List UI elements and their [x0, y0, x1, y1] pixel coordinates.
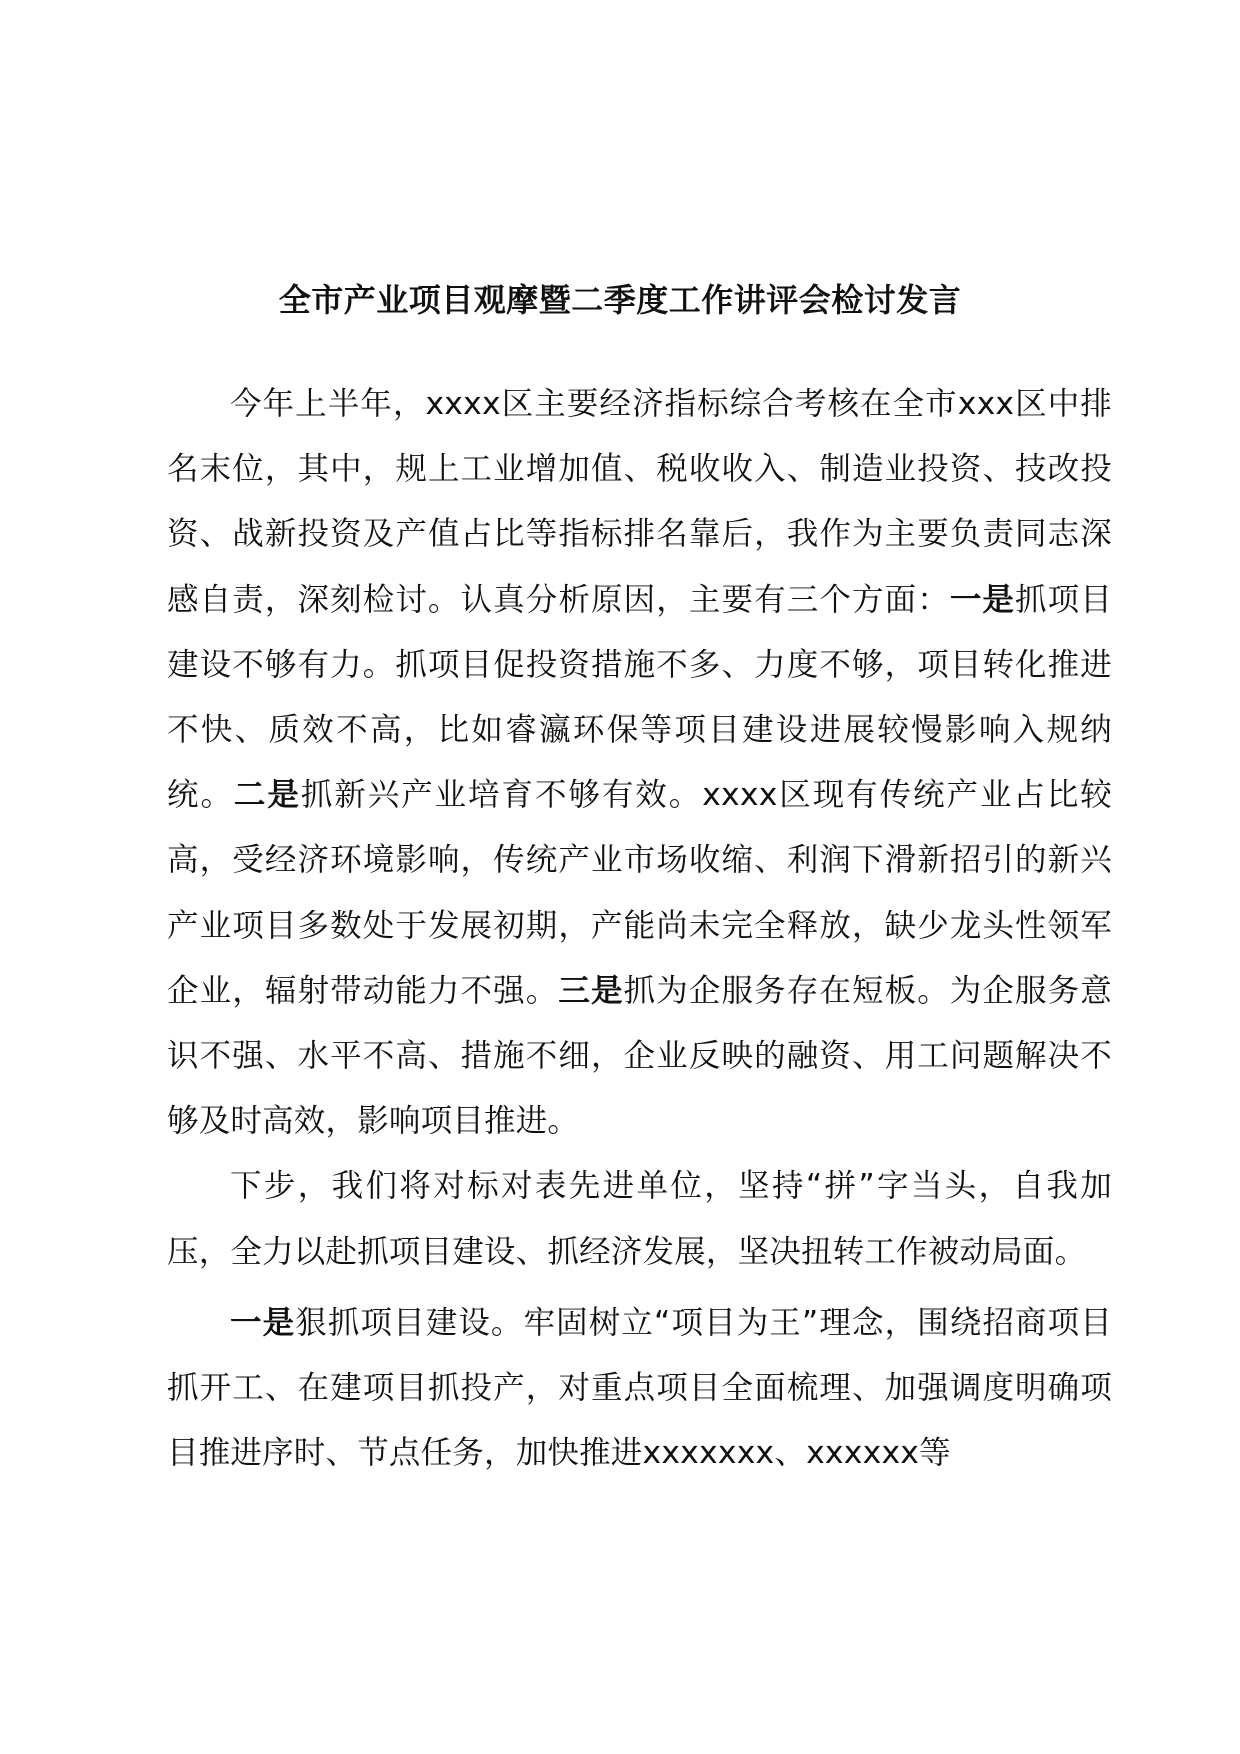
paragraph-1-emphasis-1: 一是 — [949, 581, 1016, 618]
paragraph-3-text-1: 狠抓项目建设。牢固树立“项目为王”理念，围绕招商项目抓开工、在建项目抓投产，对重点项目全面梳理、加强调度明确项目推进序时、节点任务，加快推进xxxxxxx、xxxxxx等 — [167, 1304, 1112, 1472]
paragraph-2 — [167, 1154, 1112, 1284]
paragraph-1-text-1: 今年上半年，xxxx区主要经济指标综合考核在全市xxx区中排名末位，其中，规上工业增加值、税收收入、制造业投资、技改投资、战新投资及产值占比等指标排名靠后，我作为主要负责同志深感自责，深刻检讨。认真分析原因，主要有三个方面： — [167, 386, 1112, 618]
paragraph-1-text-3: 抓新兴产业培育不够有效。xxxx区现有传统产业占比较高，受经济环境影响，传统产业市场收缩、利润下滑新招引的新兴产业项目多数处于发展初期，产能尚未完全释放，缺少龙头性领军企业，辐射带动能力不强。 — [167, 777, 1113, 1009]
paragraph-1-text-2: 抓项目建设不够有力。抓项目促投资措施不多、力度不够，项目转化推进不快、质效不高，比如睿瀛环保等项目建设进展较慢影响入规纳统。 — [167, 581, 1112, 814]
paragraph-2-text-1: 下步，我们将对标对表先进单位，坚持“拼”字当头，自我加压，全力以赴抓项目建设、抓经济发展，坚决扭转工作被动局面。 — [167, 1168, 1112, 1270]
document-body — [167, 372, 1112, 1486]
paragraph-1-text-4: 抓为企服务存在短板。为企服务意识不强、水平不高、措施不细，企业反映的融资、用工问题解决不够及时高效，影响项目推进。 — [167, 972, 1112, 1140]
paragraph-3 — [167, 1291, 1112, 1487]
paragraph-1-emphasis-3: 三是 — [558, 972, 624, 1009]
paragraph-3-emphasis-1: 一是 — [230, 1304, 296, 1341]
paragraph-1-emphasis-2: 二是 — [233, 777, 301, 814]
paragraph-1 — [167, 372, 1112, 1154]
document-title: 全市产业项目观摩暨二季度工作讲评会检讨发言 — [278, 281, 962, 319]
